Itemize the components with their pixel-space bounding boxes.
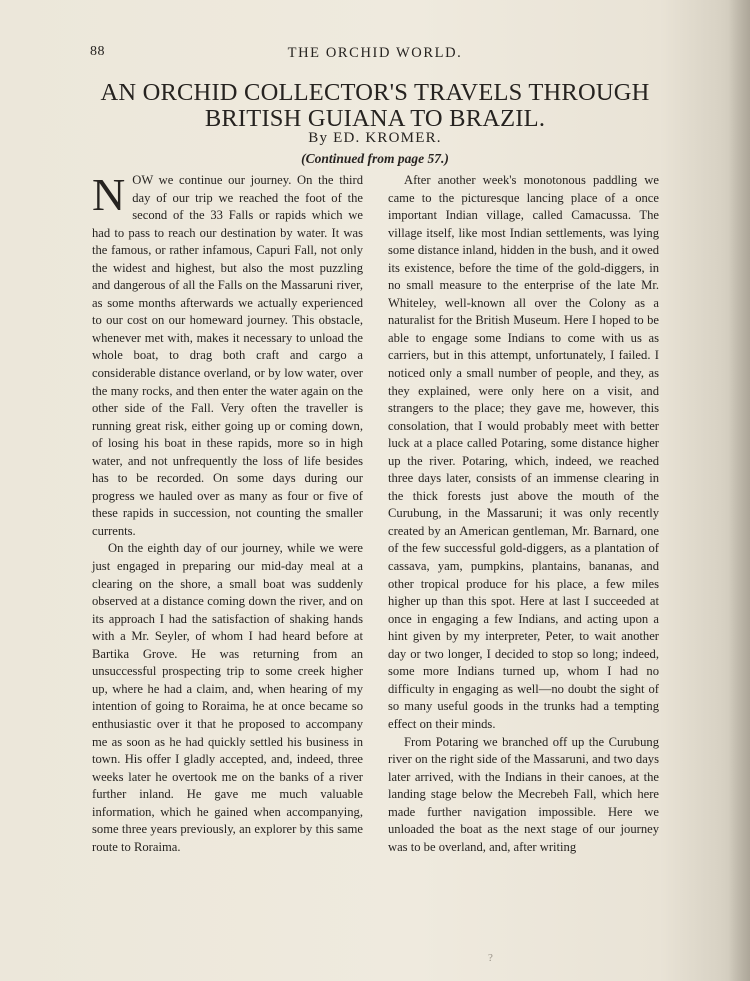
right-column xyxy=(388,172,659,856)
footer-mark: ? xyxy=(488,952,493,964)
page-number: 88 xyxy=(90,44,105,59)
article-title: AN ORCHID COLLECTOR'S TRAVELS THROUGH BRITISH GUIANA TO BRAZIL. xyxy=(100,79,650,132)
article-byline: By ED. KROMER. xyxy=(308,130,442,146)
paragraph-4: From Potaring we branched off up the Curubung river on the right side of the Massaruni, and two days later arrived, with the Indians in their canoes, at the landing stage below the Mecrebeh Fall, which here made further navigation impossible. Here we unloaded the boat as the next stage of our journey was to be overland, and, after writing xyxy=(388,734,659,854)
paragraph-1-text: OW we continue our journey. On the third day of our trip we reached the foot of the second of the 33 Falls or rapids which we had to pass to reach our destination by water. It was the famous, or rather infamous, Capuri Fall, not only the widest and highest, but also the most puzzling and dangerous of all the Falls on the Massaruni river, as some months afterwards we actually experienced to our cost on our homeward journey. This obstacle, whenever met with, makes it necessary to unload the whole boat, to drag both craft and cargo a considerable distance overland, or by low water, over the many rocks, and then enter the water again on the other side of the Fall. Very often the traveller is running great risk, either going up or coming down, of losing his boat in these rapids, more so in high water, and not unfrequently the loss of life besides has to be recorded. On some days during our progress we hauled over as many as four or five of these rapids in succession, not counting the smaller currents. xyxy=(92,173,363,538)
running-head: THE ORCHID WORLD. xyxy=(287,45,463,61)
drop-cap-initial: N xyxy=(92,169,126,220)
paragraph-3: After another week's monotonous paddling we came to the picturesque lancing place of a once important Indian village, called Camacussa. The village itself, like most Indian settlements, was lying some distance inland, hidden in the bush, and it owed its existence, before the time of the gold-diggers, in no small measure to the enterprise of the late Mr. Whiteley, well-known all over the Colony as a naturalist for the British Museum. Here I hoped to be able to engage some Indians to come with us as carriers, but in this attempt, unfortunately, I failed. I noticed only a small number of people, and they, as they explained, were only here on a visit, and strangers to the place; they gave me, however, this consolation, that I would probably meet with better luck at a place called Potaring, some distance higher up the river. Potaring, which, indeed, we reached three days later, consists of an immense clearing in the thick forests just above the mouth of the Curubung, in the Massaruni; it was only recently created by an American gentleman, Mr. Barnard, one of the few successful gold-diggers, as a plantation of cassava, yam, pumpkins, plantains, bananas, and other tropical produce for his place, a few miles higher up than this spot. Here at last I succeeded at once in engaging a few Indians, and acting upon a hint given by my interpreter, Peter, to wait another day or two longer, I decided to stop so long; indeed, some more Indians turned up, whom I had no difficulty in engaging as well—no doubt the sight of so many useful goods in the trunks had a tempting effect on their minds. xyxy=(388,173,659,731)
left-column xyxy=(92,169,363,856)
paragraph-1 xyxy=(92,169,363,540)
paragraph-2: On the eighth day of our journey, while we were just engaged in preparing our mid-day meal at a clearing on the shore, a small boat was suddenly observed at a distance coming down the river, and on its approach I had the satisfaction of shaking hands with a Mr. Seyler, of whom I had heard before at Bartika Grove. He was returning from an unsuccessful prospecting trip to some creek higher up, where he had a claim, and, when hearing of my intention of going to Roraima, he at once became so enthusiastic over it that he proposed to accompany me as soon as he had quickly settled his business in town. His offer I gladly accepted, and, indeed, three weeks later he overtook me on the banks of a river further inland. He gave me much valuable information, which he gained when accompanying, some three years previously, an explorer by this same route to Roraima. xyxy=(92,541,363,854)
continued-note: (Continued from page 57.) xyxy=(301,151,449,166)
page-gutter-shadow xyxy=(728,0,750,981)
